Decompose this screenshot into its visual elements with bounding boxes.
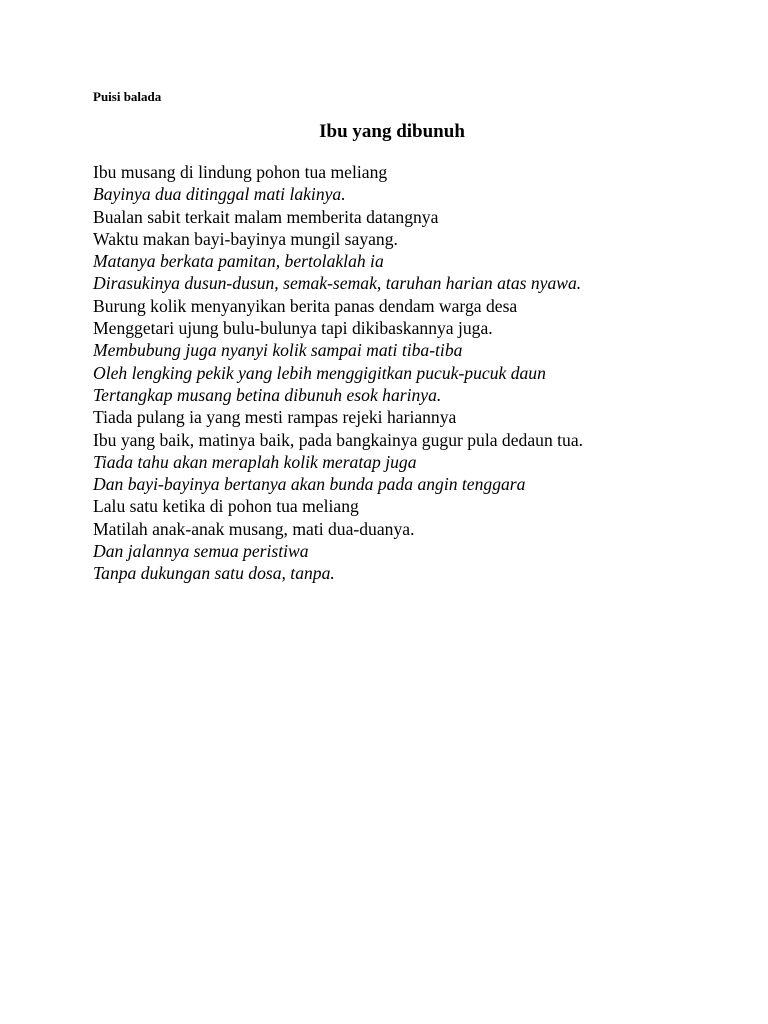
- poem-line: Membubung juga nyanyi kolik sampai mati tiba-tiba: [93, 340, 463, 361]
- poem-line: Matanya berkata pamitan, bertolaklah ia: [93, 251, 384, 272]
- poem-line: Dan jalannya semua peristiwa: [93, 541, 309, 562]
- poem-line: Oleh lengking pekik yang lebih menggigitkan pucuk-pucuk daun: [93, 362, 546, 383]
- poem-title: Ibu yang dibunuh: [319, 121, 465, 142]
- poem-body: [93, 161, 583, 585]
- poem-line: Bualan sabit terkait malam memberita datangnya: [93, 206, 439, 227]
- poem-line: Tertangkap musang betina dibunuh esok harinya.: [93, 384, 442, 405]
- poem-line: Bayinya dua ditinggal mati lakinya.: [93, 184, 346, 205]
- poem-line: Menggetari ujung bulu-bulunya tapi dikibaskannya juga.: [93, 318, 493, 339]
- poem-line: Dan bayi-bayinya bertanya akan bunda pada angin tenggara: [93, 474, 526, 495]
- poem-line: Dirasukinya dusun-dusun, semak-semak, taruhan harian atas nyawa.: [93, 273, 582, 294]
- poem-line: Burung kolik menyanyikan berita panas dendam warga desa: [93, 295, 518, 316]
- poem-line: Ibu musang di lindung pohon tua meliang: [93, 162, 388, 182]
- poem-line: Tiada tahu akan meraplah kolik meratap juga: [93, 451, 417, 472]
- poem-line: Tanpa dukungan satu dosa, tanpa.: [93, 563, 335, 584]
- genre-label: Puisi balada: [93, 89, 162, 104]
- poem-line: Matilah anak-anak musang, mati dua-duanya.: [93, 518, 415, 539]
- poem-line: Tiada pulang ia yang mesti rampas rejeki hariannya: [93, 407, 457, 428]
- poem-line: Ibu yang baik, matinya baik, pada bangkainya gugur pula dedaun tua.: [93, 429, 584, 450]
- poem-line: Waktu makan bayi-bayinya mungil sayang.: [93, 228, 398, 249]
- poem-line: Lalu satu ketika di pohon tua meliang: [93, 496, 359, 517]
